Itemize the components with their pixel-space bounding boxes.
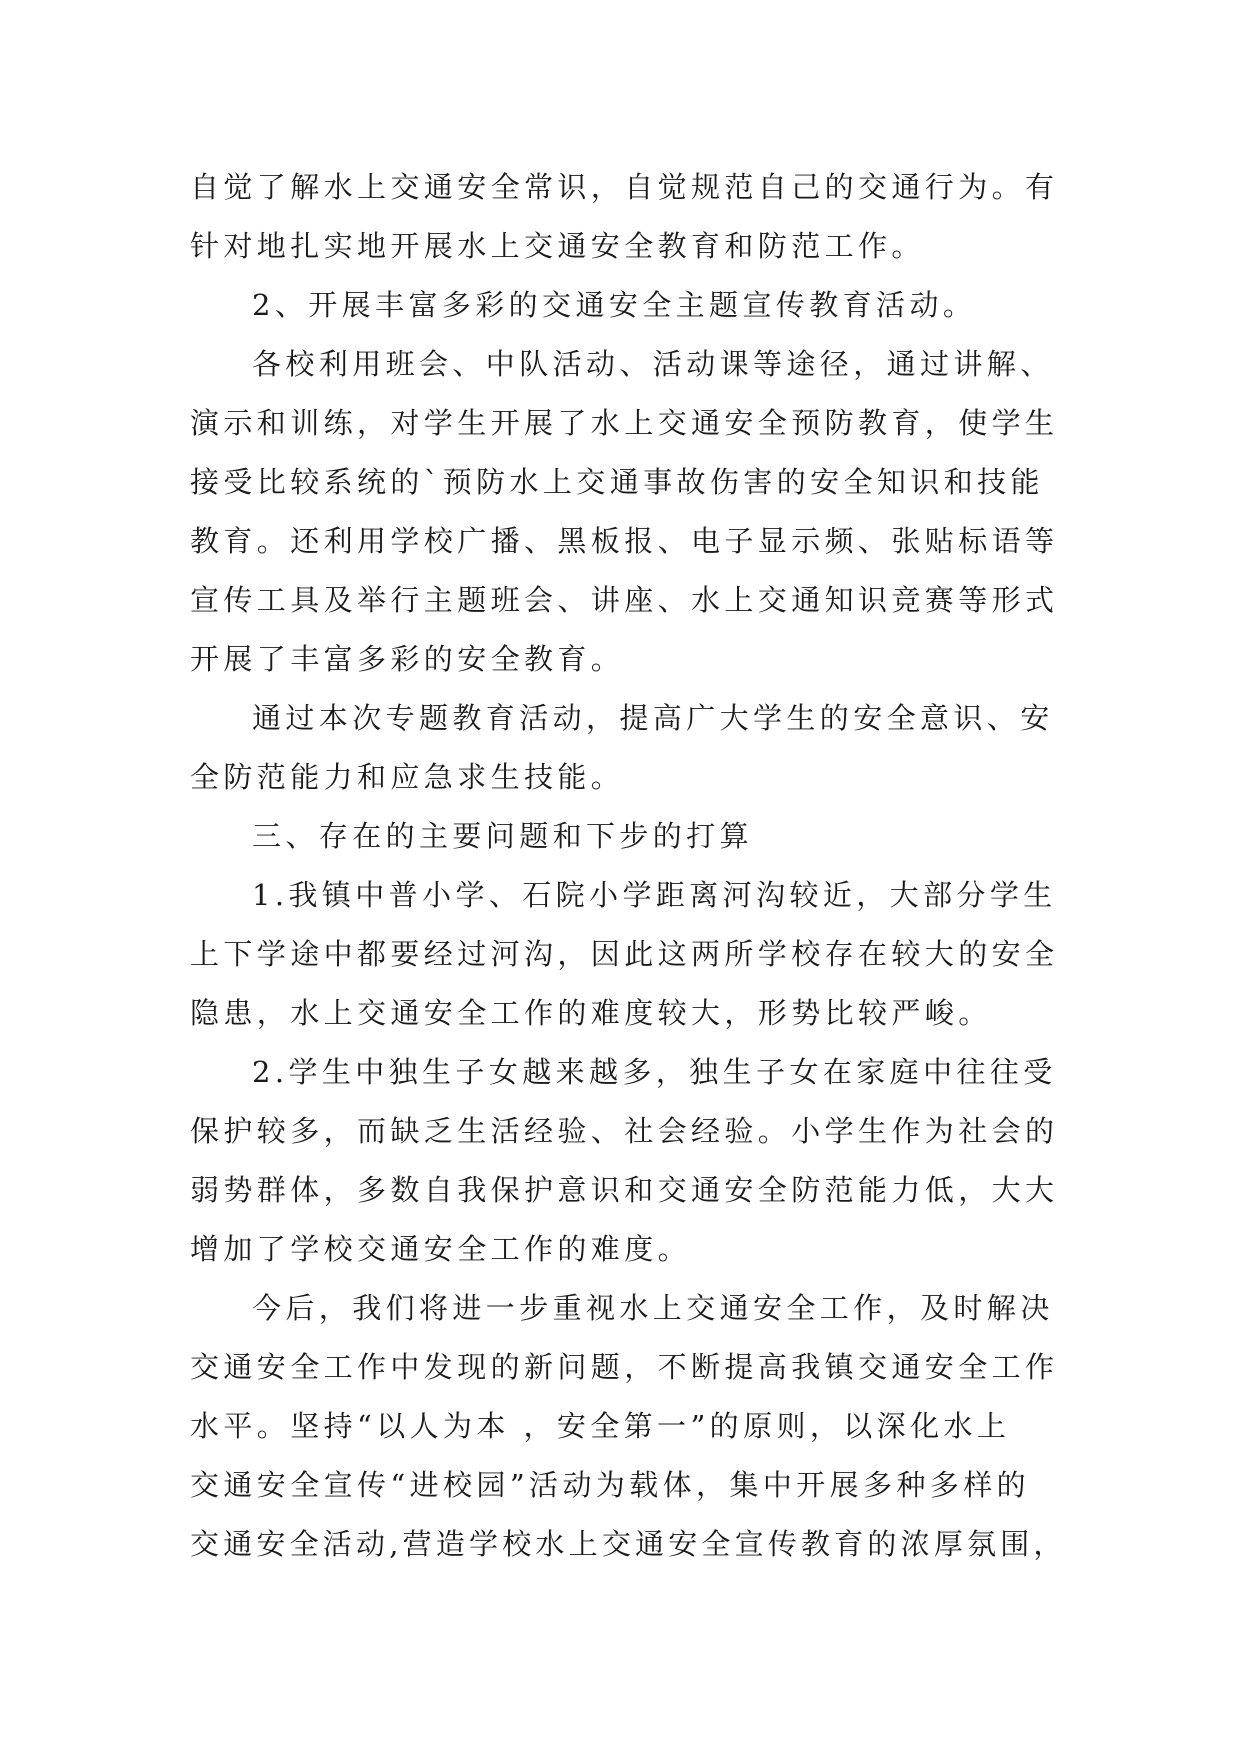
text-line: 全防范能力和应急求生技能。	[190, 760, 625, 794]
section-heading: 2、开展丰富多彩的交通安全主题宣传教育活动。	[252, 288, 977, 322]
text-line: 交通安全活动,营造学校水上交通安全宣传教育的浓厚氛围，	[190, 1527, 1067, 1561]
text-line: 隐患，水上交通安全工作的难度较大，形势比较严峻。	[190, 996, 992, 1030]
text-line: 演示和训练，对学生开展了水上交通安全预防教育，使学生	[190, 406, 1059, 440]
text-line: 自觉了解水上交通安全常识，自觉规范自己的交通行为。有	[190, 170, 1059, 204]
paragraph-start: 今后，我们将进一步重视水上交通安全工作，及时解决	[252, 1291, 1054, 1325]
text-line: 针对地扎实地开展水上交通安全教育和防范工作。	[190, 229, 925, 263]
text-line: 弱势群体，多数自我保护意识和交通安全防范能力低，大大	[190, 1173, 1059, 1207]
text-line: 保护较多，而缺乏生活经验、社会经验。小学生作为社会的	[190, 1114, 1059, 1148]
paragraph-start: 通过本次专题教育活动，提高广大学生的安全意识、安	[252, 701, 1054, 735]
section-heading: 三、存在的主要问题和下步的打算	[252, 819, 754, 853]
text-line: 教育。还利用学校广播、黑板报、电子显示频、张贴标语等	[190, 524, 1059, 558]
text-line: 水平。坚持“以人为本 ，安全第一”的原则，以深化水上	[190, 1409, 1011, 1443]
text-line: 上下学途中都要经过河沟，因此这两所学校存在较大的安全	[190, 937, 1059, 971]
paragraph-start: 1.我镇中普小学、石院小学距离河沟较近，大部分学生	[252, 878, 1057, 912]
text-line: 交通安全宣传“进校园”活动为载体，集中开展多种多样的	[190, 1468, 1031, 1502]
text-line: 开展了丰富多彩的安全教育。	[190, 642, 625, 676]
document-body	[190, 158, 1070, 1574]
text-line: 交通安全工作中发现的新问题，不断提高我镇交通安全工作	[190, 1350, 1059, 1384]
text-line: 增加了学校交通安全工作的难度。	[190, 1232, 692, 1266]
text-line: 接受比较系统的`预防水上交通事故伤害的安全知识和技能	[190, 465, 1044, 499]
text-line: 宣传工具及举行主题班会、讲座、水上交通知识竞赛等形式	[190, 583, 1059, 617]
paragraph-start: 各校利用班会、中队活动、活动课等途径，通过讲解、	[252, 347, 1054, 381]
paragraph-start: 2.学生中独生子女越来越多，独生子女在家庭中往往受	[252, 1055, 1057, 1089]
